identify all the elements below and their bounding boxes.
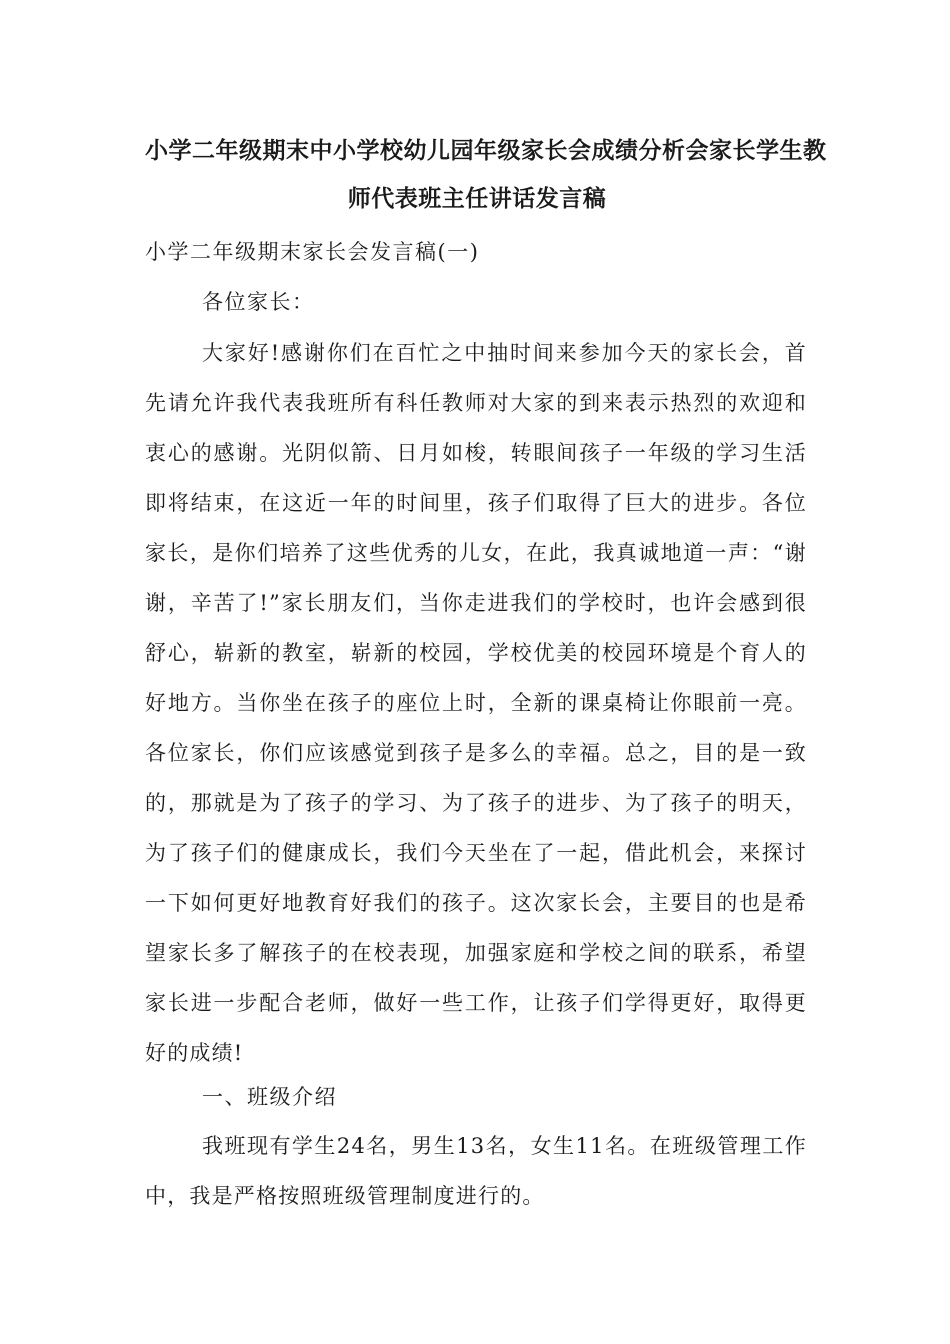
body-paragraph-1: 大家好!感谢你们在百忙之中抽时间来参加今天的家长会，首先请允许我代表我班所有科任教师对大家的到来表示热烈的欢迎和衷心的感谢。光阴似箭、日月如梭，转眼间孩子一年级的学习生活即将结束，在这近一年的时间里，孩子们取得了巨大的进步。各位家长，是你们培养了这些优秀的儿女，在此，我真诚地道一声：“谢谢，辛苦了!”家长朋友们，当你走进我们的学校时，也许会感到很舒心，崭新的教室，崭新的校园，学校优美的校园环境是个育人的好地方。当你坐在孩子的座位上时，全新的课桌椅让你眼前一亮。各位家长，你们应该感觉到孩子是多么的幸福。总之，目的是一致的，那就是为了孩子的学习、为了孩子的进步、为了孩子的明天，为了孩子们的健康成长，我们今天坐在了一起，借此机会，来探讨一下如何更好地教育好我们的孩子。这次家长会，主要目的也是希望家长多了解孩子的在校表现，加强家庭和学校之间的联系，希望家长进一步配合老师，做好一些工作，让孩子们学得更好，取得更好的成绩!	[145, 341, 807, 1065]
document-title-line-1: 小学二年级期末中小学校幼儿园年级家长会成绩分析会家长学生教	[145, 138, 827, 164]
document-title-line-2: 师代表班主任讲话发言稿	[347, 186, 607, 212]
speech-subtitle: 小学二年级期末家长会发言稿(一)	[145, 240, 480, 264]
body-paragraph-2: 我班现有学生24名，男生13名，女生11名。在班级管理工作中，我是严格按照班级管理制度进行的。	[145, 1134, 807, 1208]
greeting: 各位家长：	[202, 290, 315, 314]
section-heading-class-intro: 一、班级介绍	[202, 1085, 337, 1109]
